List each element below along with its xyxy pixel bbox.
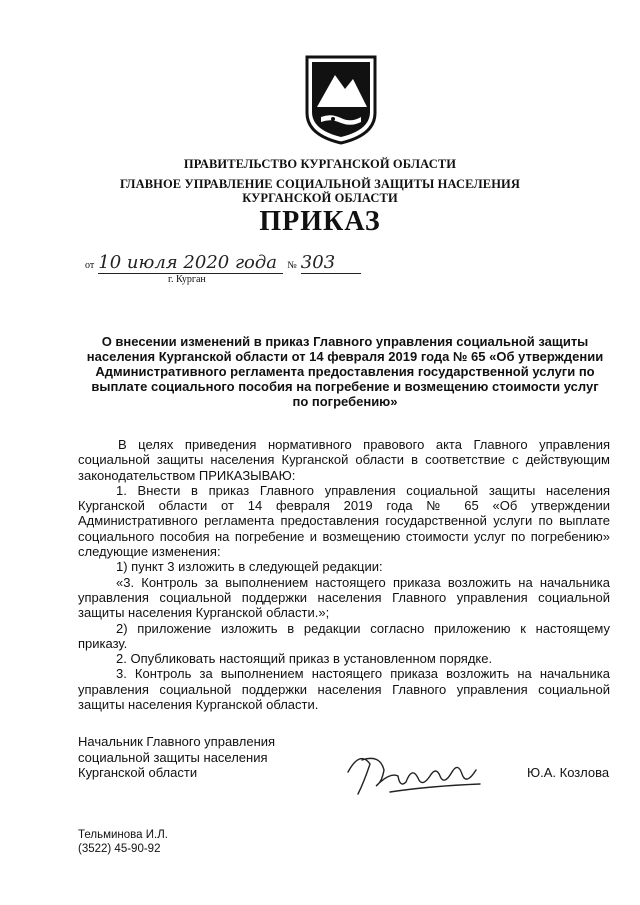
position-line-1: Начальник Главного управления <box>78 734 276 749</box>
order-body <box>78 437 610 712</box>
order-date: 10 июля 2020 года <box>98 252 283 274</box>
signatory-name: Ю.А. Козлова <box>527 765 610 780</box>
signatory-position <box>78 734 275 781</box>
item-1: 1. Внести в приказ Главного управления социальной защиты населения Курганской области от 14 февраля 2019 года № 65 «Об утверждении Административного регламента предоставления государственной услуги по выплате социального пособия на погребение и возмещению стоимости услуг по погребению» следующие изменения: <box>78 482 610 560</box>
order-heading: О внесении изменений в приказ Главного управления социальной защиты населения Курганской области от 14 февраля 2019 года № 65 «Об утверждении Административного регламента предоставления государственной услуги по выплате социального пособия на погребение и возмещению стоимости услуг по погребению» <box>86 334 604 409</box>
executor-name: Тельминова И.Л. <box>78 829 168 841</box>
item-3: 3. Контроль за выполнением настоящего приказа возложить на начальника управления социальной поддержки населения Главного управления социальной защиты населения Курганской области. <box>78 666 610 713</box>
intro-paragraph: В целях приведения нормативного правового акта Главного управления социальной защиты населения Курганской области в соответствие с действующим законодательством ПРИКАЗЫВАЮ: <box>78 437 610 483</box>
item-2: 2. Опубликовать настоящий приказ в установленном порядке. <box>116 651 493 667</box>
department-name-line2: КУРГАНСКОЙ ОБЛАСТИ <box>242 191 398 205</box>
from-label: от <box>85 260 95 271</box>
position-line-2: социальной защиты населения <box>78 749 268 765</box>
item-1-subitem-2: 2) приложение изложить в редакции согласно приложению к настоящему приказу. <box>78 620 610 651</box>
item-1-subitem-1: 1) пункт 3 изложить в следующей редакции: <box>116 559 383 575</box>
order-date-number-line <box>85 252 361 276</box>
item-1-quote: «3. Контроль за выполнением настоящего приказа возложить на начальника управления социальной поддержки населения Главного управления социальной защиты населения Курганской области.»; <box>78 574 610 621</box>
coat-of-arms-emblem <box>303 55 379 145</box>
document-type-title: ПРИКАЗ <box>259 206 381 237</box>
executor-info <box>78 828 168 856</box>
number-label: № <box>287 260 297 271</box>
position-line-3: Курганской области <box>78 765 198 780</box>
order-city: г. Курган <box>168 274 206 285</box>
handwritten-signature <box>340 742 490 802</box>
government-name: ПРАВИТЕЛЬСТВО КУРГАНСКОЙ ОБЛАСТИ <box>183 157 457 171</box>
order-number: 303 <box>301 252 361 274</box>
executor-phone: (3522) 45-90-92 <box>78 843 161 855</box>
department-name-line1: ГЛАВНОЕ УПРАВЛЕНИЕ СОЦИАЛЬНОЙ ЗАЩИТЫ НАСЕЛЕНИЯ <box>120 177 520 191</box>
